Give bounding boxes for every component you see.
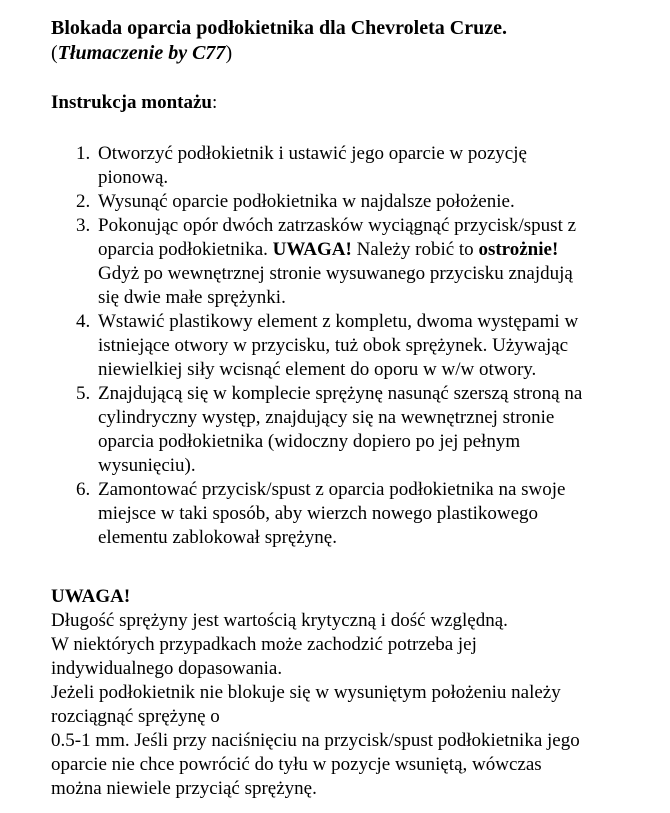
instructions-heading-colon: : (211, 92, 218, 113)
step-text-line: wysunięciu). (98, 455, 196, 476)
subtitle-open-paren: ( (51, 42, 58, 64)
step-text-line: cylindryczny występ, znajdujący się na wewnętrznej stronie (98, 407, 555, 428)
step-text-segment: Należy robić to (351, 239, 479, 260)
step-text-line: niewielkiej siły wcisnąć element do oporu w w/w otwory. (98, 359, 537, 380)
document-subtitle (51, 41, 232, 65)
step-text-line: pionową. (98, 167, 169, 188)
instructions-heading-text: Instrukcja montażu (51, 92, 212, 113)
step-text-line: Otworzyć podłokietnik i ustawić jego oparcie w pozycję (98, 143, 527, 164)
step-item-2 (66, 190, 656, 214)
warning-line: oparcie nie chce powrócić do tyłu w pozycje wsuniętą, wówczas (51, 754, 542, 775)
step-text-line: istniejące otwory w przycisku, tuż obok sprężynek. Używając (98, 335, 569, 356)
warning-emphasis: UWAGA! (272, 239, 352, 260)
step-number: 1. (76, 143, 91, 164)
step-number: 6. (76, 479, 91, 500)
step-item-4 (66, 310, 656, 382)
step-item-6 (66, 478, 656, 550)
step-text-line: oparcia podłokietnika (widoczny dopiero po jej pełnym (98, 431, 521, 452)
subtitle-close-paren: ) (225, 42, 233, 64)
document-title: Blokada oparcia podłokietnika dla Chevroleta Cruze. (51, 17, 507, 39)
instruction-steps-list (66, 142, 656, 550)
warning-heading: UWAGA! (51, 586, 131, 607)
step-number: 4. (76, 311, 91, 332)
warning-line: Jeżeli podłokietnik nie blokuje się w wysuniętym położeniu należy (51, 682, 561, 703)
step-number: 3. (76, 215, 91, 236)
step-text-line: miejsce w taki sposób, aby wierzch nowego plastikowego (98, 503, 539, 524)
step-text-line: elementu zablokował sprężynę. (98, 527, 337, 548)
step-number: 5. (76, 383, 91, 404)
caution-emphasis: ostrożnie! (478, 239, 559, 260)
warning-paragraph (51, 609, 666, 801)
step-text-line: Zamontować przycisk/spust z oparcia podłokietnika na swoje (98, 479, 566, 500)
warning-line: można niewiele przyciąć sprężynę. (51, 778, 317, 799)
subtitle-translation-credit: Tłumaczenie by C77 (57, 42, 226, 64)
warning-line: 0.5-1 mm. Jeśli przy naciśnięciu na przycisk/spust podłokietnika jego (51, 730, 580, 751)
step-text-line (98, 238, 656, 262)
instructions-heading (51, 91, 217, 115)
step-text-segment: oparcia podłokietnika. (98, 239, 273, 260)
step-text-line: się dwie małe sprężynki. (98, 287, 286, 308)
warning-line: W niektórych przypadkach może zachodzić potrzeba jej (51, 634, 477, 655)
warning-line: indywidualnego dopasowania. (51, 658, 283, 679)
step-text-line: Wstawić plastikowy element z kompletu, dwoma występami w (98, 311, 579, 332)
step-text-line: Znajdującą się w komplecie sprężynę nasunąć szerszą stroną na (98, 383, 583, 404)
warning-line: rozciągnąć sprężynę o (51, 706, 220, 727)
step-item-3 (66, 214, 656, 310)
step-item-5 (66, 382, 656, 478)
step-text-line: Wysunąć oparcie podłokietnika w najdalsze położenie. (98, 191, 515, 212)
warning-line: Długość sprężyny jest wartością krytyczną i dość względną. (51, 610, 508, 631)
step-text-line: Gdyż po wewnętrznej stronie wysuwanego przycisku znajdują (98, 263, 573, 284)
step-number: 2. (76, 191, 91, 212)
step-item-1 (66, 142, 656, 190)
step-text-line: Pokonując opór dwóch zatrzasków wyciągnąć przycisk/spust z (98, 215, 577, 236)
